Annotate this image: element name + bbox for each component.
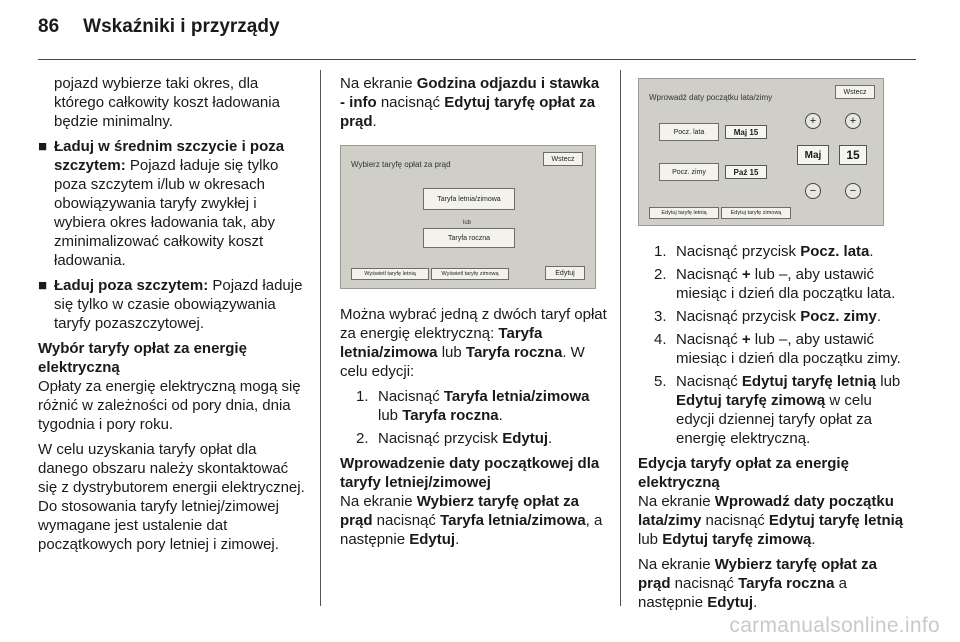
page-header [38, 16, 280, 38]
step-list [638, 242, 908, 448]
edit-winter-tariff-button[interactable]: Edytuj taryfę zimową [721, 207, 791, 219]
bullet-text: Pojazd ładuje się tylko w czasie obowiązywania taryfy pozaszczytowej. [54, 277, 303, 332]
paragraph: W celu uzyskania taryfy opłat dla danego obszaru należy skontaktować się z dystrybutorem energii elektrycznej. Do stosowania taryfy letniej/zimowej wymagane jest ustalenie dat początkowych pory letniej i zimowej. [38, 441, 305, 553]
list-item: 1. Nacisnąć przycisk Pocz. lata. [654, 243, 874, 260]
screen-select-tariff [340, 145, 596, 289]
page-title: Wskaźniki i przyrządy [83, 16, 280, 37]
column-1 [38, 74, 306, 560]
month-plus-button[interactable]: + [805, 113, 821, 129]
back-button[interactable]: Wstecz [835, 85, 875, 99]
bullet-term: Ładuj w średnim szczycie i poza szczytem: [54, 138, 285, 174]
list-item: 2. Nacisnąć + lub –, aby ustawić miesiąc i dzień dla początku lata. [654, 266, 896, 302]
summer-winter-tariff-button[interactable]: Taryfa letnia/zimowa [423, 188, 515, 210]
winter-start-button[interactable]: Pocz. zimy [659, 163, 719, 181]
annual-tariff-button[interactable]: Taryfa roczna [423, 228, 515, 248]
list-item: 1. Nacisnąć Taryfa letnia/zimowa lub Taryfa roczna. [356, 388, 590, 424]
list-item: 2. Nacisnąć przycisk Edytuj. [356, 430, 553, 447]
bullet-item [38, 276, 306, 333]
month-minus-button[interactable]: − [805, 183, 821, 199]
bullet-item [38, 137, 306, 270]
watermark: carmanualsonline.info [729, 614, 940, 637]
section-heading: Edycja taryfy opłat za energię elektryczną [638, 455, 849, 491]
day-value: 15 [839, 145, 867, 165]
or-label: lub [463, 220, 472, 226]
list-item: 3. Nacisnąć przycisk Pocz. zimy. [654, 308, 882, 325]
summer-start-value: Maj 15 [725, 125, 767, 139]
day-minus-button[interactable]: − [845, 183, 861, 199]
page-number: 86 [38, 16, 60, 37]
paragraph: Można wybrać jedną z dwóch taryf opłat za energię elektryczną: Taryfa letnia/zimowa lub Taryfa roczna. W celu edycji: [340, 306, 607, 380]
paragraph: Na ekranie Wybierz taryfę opłat za prąd nacisnąć Taryfa roczna a następnie Edytuj. [638, 556, 877, 611]
list-item: 4. Nacisnąć + lub –, aby ustawić miesiąc i dzień dla początku zimy. [654, 331, 901, 367]
paragraph: Na ekranie Wybierz taryfę opłat za prąd nacisnąć Taryfa letnia/zimowa, a następnie Edytuj. [340, 493, 603, 548]
day-plus-button[interactable]: + [845, 113, 861, 129]
column-2 [340, 74, 608, 555]
paragraph: Opłaty za energię elektryczną mogą się różnić w zależności od pory dnia, dnia tygodnia i pory roku. [38, 378, 301, 433]
paragraph: Na ekranie Wprowadź daty początku lata/zimy nacisnąć Edytuj taryfę letnią lub Edytuj taryfę zimową. [638, 493, 904, 548]
column-3 [638, 66, 908, 618]
bullet-text: Pojazd ładuje się tylko poza szczytem i/lub w okresach obowiązywania taryfy zwykłej i wybiera okres ładowania tak, aby zminimalizować całkowity koszt ładowania. [54, 157, 279, 269]
bullet-term: Ładuj poza szczytem: [54, 277, 209, 294]
view-summer-tariff-button[interactable]: Wyświetl taryfę letnią [351, 268, 429, 280]
summer-start-button[interactable]: Pocz. lata [659, 123, 719, 141]
edit-summer-tariff-button[interactable]: Edytuj taryfę letnią [649, 207, 719, 219]
section-heading: Wybór taryfy opłat za energię elektryczną [38, 340, 247, 376]
bullet-marker: ■ [38, 277, 48, 294]
header-rule [38, 59, 916, 60]
list-item: 5. Nacisnąć Edytuj taryfę letnią lub Edytuj taryfę zimową w celu edycji dziennej taryfy opłat za energię elektryczną. [654, 373, 901, 447]
column-divider-2 [620, 70, 621, 606]
bullet-marker: ■ [38, 138, 48, 155]
section-heading: Wprowadzenie daty początkowej dla taryfy letniej/zimowej [340, 455, 600, 491]
screen-season-dates [638, 78, 884, 226]
column-divider-1 [320, 70, 321, 606]
intro-text: pojazd wybierze taki okres, dla którego całkowity koszt ładowania będzie minimalny. [54, 75, 280, 130]
screen-title: Wybierz taryfę opłat za prąd [351, 160, 451, 169]
view-winter-tariff-button[interactable]: Wyświetl taryfę zimową [431, 268, 509, 280]
step-list [340, 387, 608, 448]
screen-title: Wprowadź daty początku lata/zimy [649, 93, 773, 102]
edit-button[interactable]: Edytuj [545, 266, 585, 280]
back-button[interactable]: Wstecz [543, 152, 583, 166]
month-value: Maj [797, 145, 829, 165]
paragraph: Na ekranie Godzina odjazdu i stawka - info nacisnąć Edytuj taryfę opłat za prąd. [340, 75, 600, 130]
winter-start-value: Paź 15 [725, 165, 767, 179]
